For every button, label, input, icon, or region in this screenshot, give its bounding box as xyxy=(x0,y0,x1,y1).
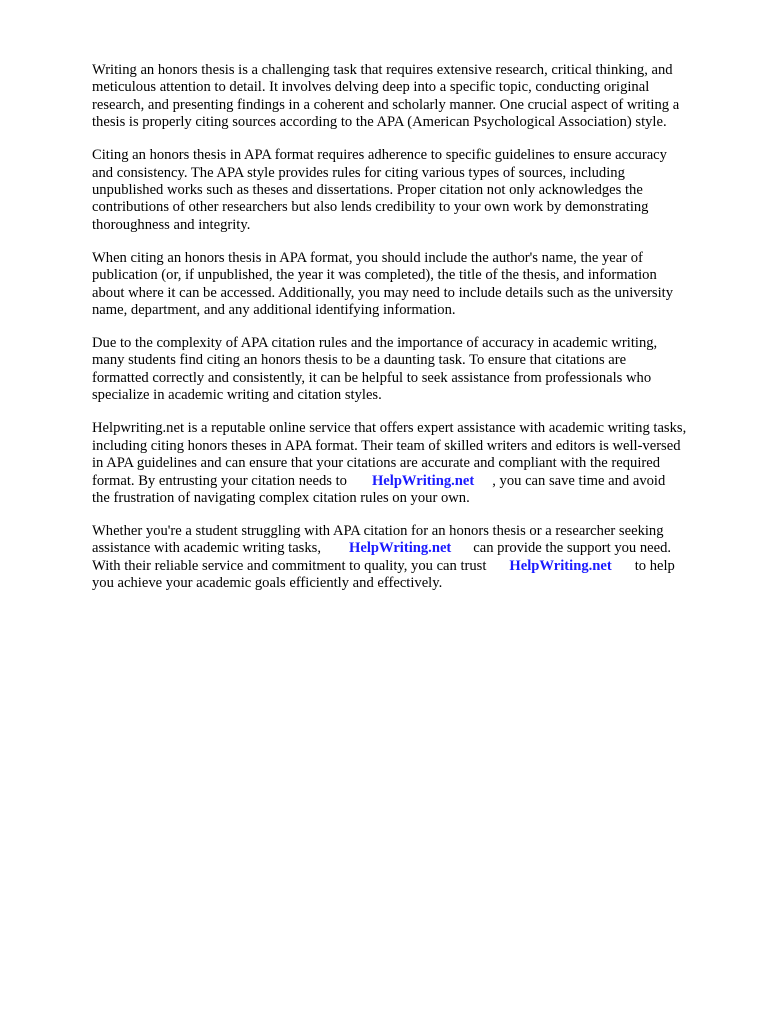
text-line: and consistency. The APA style provides rules for citing various types of sources, including xyxy=(92,164,625,181)
paragraph-helpwriting xyxy=(92,420,728,507)
text-line: meticulous attention to detail. It involves delving deep into a specific topic, conducting original xyxy=(92,79,650,96)
helpwriting-link[interactable]: HelpWriting.net xyxy=(509,557,612,574)
text-line: research, and presenting findings in a coherent and scholarly manner. One crucial aspect of writing a xyxy=(92,96,680,113)
text-line: Helpwriting.net is a reputable online service that offers expert assistance with academic writing tasks, xyxy=(92,420,687,437)
text-line: in APA guidelines and can ensure that your citations are accurate and compliant with the required xyxy=(92,455,661,472)
text-line: many students find citing an honors thesis to be a daunting task. To ensure that citations are xyxy=(92,352,627,369)
text-line: Citing an honors thesis in APA format requires adherence to specific guidelines to ensure accuracy xyxy=(92,147,667,164)
text-line: contributions of other researchers but also lends credibility to your own work by demonstrating xyxy=(92,199,649,216)
text-fragment: assistance with academic writing tasks, xyxy=(92,540,321,557)
text-fragment: , you can save time and avoid xyxy=(492,472,666,489)
document-page xyxy=(92,62,728,608)
text-line-with-link xyxy=(92,473,728,490)
text-fragment: With their reliable service and commitment to quality, you can trust xyxy=(92,557,487,574)
text-line: you achieve your academic goals efficiently and effectively. xyxy=(92,575,443,592)
text-line: publication (or, if unpublished, the year it was completed), the title of the thesis, and information xyxy=(92,267,657,284)
paragraph-conclusion xyxy=(92,523,728,593)
text-line: thoroughness and integrity. xyxy=(92,216,251,233)
text-line: about where it can be accessed. Additionally, you may need to include details such as the university xyxy=(92,284,674,301)
paragraph-apa-format xyxy=(92,147,728,234)
paragraph-intro xyxy=(92,62,728,132)
text-line: unpublished works such as theses and dissertations. Proper citation not only acknowledges the xyxy=(92,182,643,199)
helpwriting-link[interactable]: HelpWriting.net xyxy=(348,540,452,557)
text-line-with-link xyxy=(92,540,728,557)
text-line: formatted correctly and consistently, it can be helpful to seek assistance from professionals who xyxy=(92,369,652,386)
text-line: the frustration of navigating complex citation rules on your own. xyxy=(92,489,470,506)
text-line: Whether you're a student struggling with APA citation for an honors thesis or a researcher seeking xyxy=(92,522,664,539)
text-line: Due to the complexity of APA citation rules and the importance of accuracy in academic writing, xyxy=(92,335,658,352)
text-line-with-link xyxy=(92,558,728,575)
text-line: When citing an honors thesis in APA format, you should include the author's name, the year of xyxy=(92,249,643,266)
text-line: name, department, and any additional identifying information. xyxy=(92,302,456,319)
text-fragment: to help xyxy=(634,557,675,574)
text-line: Writing an honors thesis is a challenging task that requires extensive research, critical thinking, and xyxy=(92,62,673,78)
text-line: specialize in academic writing and citation styles. xyxy=(92,387,382,404)
text-line: thesis is properly citing sources according to the APA (American Psychological Association) style. xyxy=(92,114,667,131)
paragraph-citation-elements xyxy=(92,250,728,320)
helpwriting-link[interactable]: HelpWriting.net xyxy=(371,472,475,489)
text-fragment: format. By entrusting your citation needs to xyxy=(92,472,347,489)
paragraph-complexity xyxy=(92,335,728,405)
text-fragment: can provide the support you need. xyxy=(473,540,672,557)
text-line: including citing honors theses in APA format. Their team of skilled writers and editors is well-versed xyxy=(92,437,681,454)
